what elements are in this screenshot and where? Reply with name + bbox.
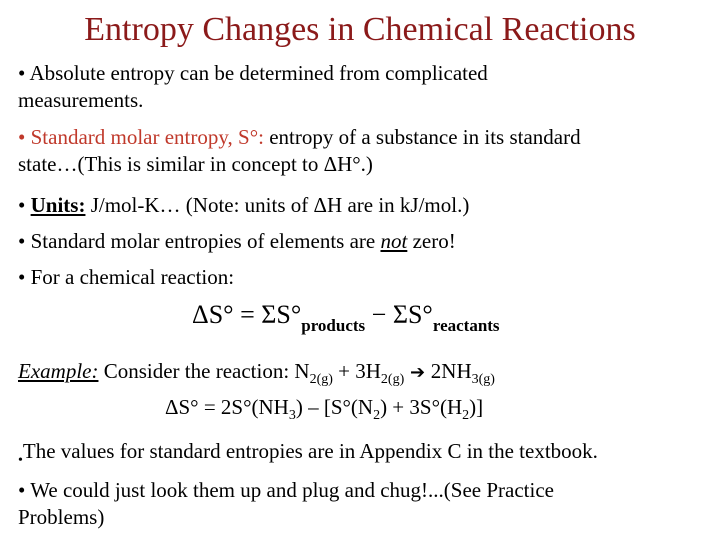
bullet-4 (18, 228, 456, 255)
note-1-text: The values for standard entropies are in Appendix C in the textbook. (22, 439, 598, 463)
bullet-4-emphasis: not (380, 229, 408, 253)
bullet-marker: • (18, 229, 26, 253)
bullet-2-lead: Standard molar entropy, S°: (30, 125, 264, 149)
h2-subscript: 2(g) (380, 372, 405, 388)
bullet-1 (18, 60, 488, 87)
reaction-arrow-icon: ➔ (404, 362, 431, 383)
note-2-text: We could just look them up and plug and chug!...(See Practice (30, 478, 554, 502)
example-text: Consider the reaction: N (98, 359, 310, 383)
bullet-5 (18, 264, 234, 291)
slide-title: Entropy Changes in Chemical Reactions (84, 11, 636, 48)
note-2-line-2: Problems) (18, 505, 105, 529)
bullet-2-line-2: state…(This is similar in concept to ΔH°.) (18, 152, 373, 176)
eq-part-3: ) + 3S°(H (380, 395, 463, 419)
entropy-equation (165, 395, 483, 424)
eq-sub-1: 3 (288, 408, 296, 424)
units-label: Units: (30, 193, 86, 217)
bullet-2 (18, 124, 581, 151)
bullet-5-text: For a chemical reaction: (30, 265, 235, 289)
example-product: 2NH (430, 359, 472, 383)
note-2 (18, 477, 554, 504)
entropy-formula (192, 300, 500, 336)
bullet-marker: • (18, 125, 26, 149)
bullet-1-text: Absolute entropy can be determined from complicated (29, 61, 488, 85)
nh3-subscript: 3(g) (471, 372, 495, 388)
bullet-marker: • (18, 453, 23, 468)
example-line (18, 358, 495, 393)
bullet-2-text: entropy of a substance in its standard (263, 125, 581, 149)
formula-lhs: ΔS° = ΣS° (192, 300, 302, 329)
bullet-4-pre: Standard molar entropies of elements are (30, 229, 381, 253)
bullet-marker: • (18, 61, 26, 85)
n2-subscript: 2(g) (309, 372, 333, 388)
eq-part-4: )] (469, 395, 484, 419)
formula-sub-reactants: reactants (432, 316, 500, 335)
units-text: J/mol-K… (Note: units of ΔH are in kJ/mol.) (85, 193, 470, 217)
bullet-4-post: zero! (407, 229, 456, 253)
eq-part-2: ) – [S°(N (295, 395, 374, 419)
bullet-marker: • (18, 478, 26, 502)
note-1 (18, 438, 598, 474)
eq-sub-2: 2 (373, 408, 381, 424)
bullet-marker: • (18, 193, 26, 217)
bullet-marker: • (18, 265, 26, 289)
example-label: Example: (18, 359, 99, 383)
bullet-1-line-2: measurements. (18, 88, 144, 112)
eq-part-1: ΔS° = 2S°(NH (165, 395, 289, 419)
formula-sub-products: products (301, 316, 366, 335)
example-plus: + 3H (332, 359, 381, 383)
formula-mid: − ΣS° (365, 300, 433, 329)
bullet-3 (18, 192, 469, 219)
eq-sub-3: 2 (462, 408, 470, 424)
